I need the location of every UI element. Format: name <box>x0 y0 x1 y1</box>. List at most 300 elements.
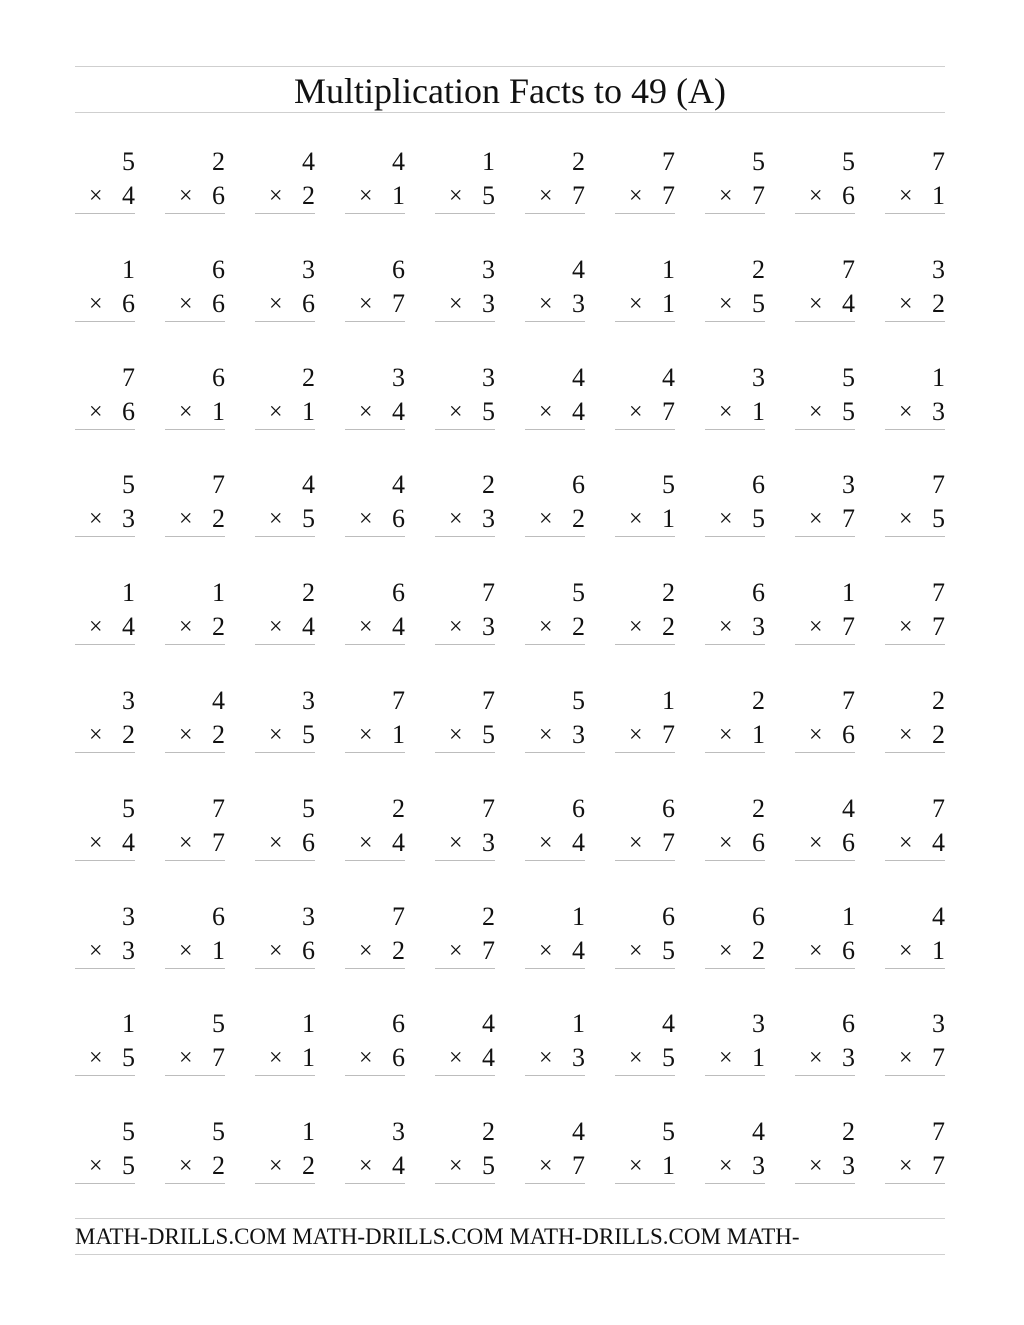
problem <box>525 576 585 656</box>
times-sign: × <box>539 721 553 748</box>
answer-line <box>705 502 765 537</box>
times-sign: × <box>719 829 733 856</box>
times-sign: × <box>449 183 463 209</box>
answer-line <box>435 1149 495 1184</box>
problem <box>525 900 585 980</box>
problem <box>615 253 675 333</box>
multiplicand: 5 <box>212 1009 225 1039</box>
multiplicand: 1 <box>302 1009 315 1039</box>
problem <box>345 684 405 764</box>
times-sign: × <box>89 1153 103 1180</box>
multiplicand: 4 <box>392 470 405 500</box>
multiplicand: 4 <box>752 1117 765 1147</box>
problem <box>165 145 225 225</box>
times-sign: × <box>899 614 913 641</box>
answer-line <box>705 179 765 214</box>
answer-line <box>75 287 135 322</box>
multiplicand: 2 <box>302 578 315 608</box>
problem <box>165 684 225 764</box>
problem <box>75 361 135 441</box>
times-sign: × <box>89 398 103 425</box>
answer-line <box>345 1149 405 1184</box>
problem <box>705 361 765 441</box>
multiplier: 5 <box>122 1151 135 1181</box>
problem <box>435 576 495 656</box>
multiplicand: 3 <box>482 362 495 392</box>
multiplicand: 7 <box>842 254 855 284</box>
multiplier: 4 <box>572 396 585 426</box>
times-sign: × <box>269 290 283 317</box>
times-sign: × <box>539 1045 553 1072</box>
problem <box>525 1007 585 1087</box>
multiplier: 7 <box>212 827 225 857</box>
problem <box>885 145 945 225</box>
times-sign: × <box>359 290 373 317</box>
times-sign: × <box>179 290 193 317</box>
multiplicand: 7 <box>932 793 945 823</box>
answer-line <box>255 934 315 969</box>
multiplier: 5 <box>302 719 315 749</box>
multiplicand: 4 <box>572 1117 585 1147</box>
answer-line <box>885 1041 945 1076</box>
multiplier: 2 <box>662 612 675 642</box>
answer-line <box>165 1149 225 1184</box>
problem <box>885 792 945 872</box>
page-title: Multiplication Facts to 49 (A) <box>294 71 726 111</box>
answer-line <box>615 1149 675 1184</box>
multiplier: 1 <box>752 1043 765 1073</box>
problem <box>705 900 765 980</box>
problem <box>435 900 495 980</box>
problem <box>75 1007 135 1087</box>
multiplicand: 5 <box>122 470 135 500</box>
answer-line <box>705 395 765 430</box>
multiplicand: 5 <box>662 470 675 500</box>
multiplicand: 6 <box>392 578 405 608</box>
times-sign: × <box>809 721 823 748</box>
times-sign: × <box>719 183 733 209</box>
answer-line <box>525 610 585 645</box>
problem <box>435 1115 495 1195</box>
answer-line <box>795 1041 855 1076</box>
multiplier: 1 <box>392 181 405 210</box>
answer-line <box>75 610 135 645</box>
multiplicand: 4 <box>662 1009 675 1039</box>
problem <box>255 792 315 872</box>
problem <box>795 253 855 333</box>
multiplier: 2 <box>932 288 945 318</box>
times-sign: × <box>719 290 733 317</box>
multiplier: 3 <box>752 1151 765 1181</box>
multiplier: 4 <box>392 827 405 857</box>
times-sign: × <box>809 1045 823 1072</box>
multiplicand: 1 <box>662 685 675 715</box>
problem <box>705 792 765 872</box>
multiplicand: 7 <box>932 1117 945 1147</box>
answer-line <box>795 1149 855 1184</box>
problem <box>705 468 765 548</box>
multiplicand: 5 <box>122 147 135 176</box>
times-sign: × <box>269 1045 283 1072</box>
times-sign: × <box>719 398 733 425</box>
answer-line <box>615 395 675 430</box>
answer-line <box>525 395 585 430</box>
answer-line <box>75 502 135 537</box>
times-sign: × <box>449 1153 463 1180</box>
problem <box>165 900 225 980</box>
multiplier: 4 <box>122 181 135 210</box>
multiplier: 1 <box>662 1151 675 1181</box>
answer-line <box>255 1041 315 1076</box>
multiplicand: 3 <box>752 362 765 392</box>
multiplier: 2 <box>572 504 585 534</box>
problem <box>615 792 675 872</box>
times-sign: × <box>179 506 193 533</box>
multiplier: 5 <box>662 935 675 965</box>
multiplicand: 7 <box>932 147 945 176</box>
answer-line <box>525 826 585 861</box>
multiplicand: 2 <box>842 1117 855 1147</box>
times-sign: × <box>359 183 373 209</box>
times-sign: × <box>809 829 823 856</box>
times-sign: × <box>179 1045 193 1072</box>
problem <box>435 792 495 872</box>
multiplier: 4 <box>392 1151 405 1181</box>
multiplier: 1 <box>752 396 765 426</box>
problem <box>345 361 405 441</box>
answer-line <box>345 718 405 753</box>
answer-line <box>165 934 225 969</box>
problem <box>885 900 945 980</box>
answer-line <box>255 826 315 861</box>
multiplicand: 7 <box>482 685 495 715</box>
times-sign: × <box>449 398 463 425</box>
times-sign: × <box>269 937 283 964</box>
multiplier: 2 <box>122 719 135 749</box>
times-sign: × <box>899 1045 913 1072</box>
multiplicand: 6 <box>392 1009 405 1039</box>
multiplier: 5 <box>302 504 315 534</box>
problem <box>885 1007 945 1087</box>
multiplicand: 7 <box>122 362 135 392</box>
multiplier: 6 <box>122 288 135 318</box>
multiplicand: 6 <box>662 901 675 931</box>
multiplier: 4 <box>392 612 405 642</box>
answer-line <box>615 718 675 753</box>
problem <box>255 1007 315 1087</box>
answer-line <box>885 718 945 753</box>
answer-line <box>615 1041 675 1076</box>
multiplicand: 1 <box>482 147 495 176</box>
problem <box>615 468 675 548</box>
multiplicand: 6 <box>212 254 225 284</box>
multiplicand: 1 <box>122 254 135 284</box>
answer-line <box>345 179 405 214</box>
multiplicand: 2 <box>752 793 765 823</box>
answer-line <box>435 934 495 969</box>
multiplier: 6 <box>302 935 315 965</box>
answer-line <box>75 395 135 430</box>
times-sign: × <box>629 614 643 641</box>
times-sign: × <box>719 1153 733 1180</box>
problem <box>345 468 405 548</box>
multiplicand: 7 <box>482 578 495 608</box>
problem <box>795 145 855 225</box>
multiplier: 2 <box>212 1151 225 1181</box>
multiplicand: 7 <box>932 470 945 500</box>
multiplier: 1 <box>752 719 765 749</box>
answer-line <box>615 610 675 645</box>
times-sign: × <box>539 290 553 317</box>
problem <box>795 1115 855 1195</box>
answer-line <box>165 718 225 753</box>
multiplicand: 1 <box>842 901 855 931</box>
problem <box>255 361 315 441</box>
problem <box>165 576 225 656</box>
multiplier: 3 <box>572 288 585 318</box>
multiplicand: 2 <box>662 578 675 608</box>
answer-line <box>165 502 225 537</box>
multiplicand: 2 <box>482 1117 495 1147</box>
problem <box>165 253 225 333</box>
problem-row <box>75 468 945 576</box>
problem-grid <box>75 145 945 1223</box>
answer-line <box>75 179 135 214</box>
problem-row <box>75 792 945 900</box>
problem <box>75 900 135 980</box>
answer-line <box>75 934 135 969</box>
problem <box>885 684 945 764</box>
answer-line <box>795 502 855 537</box>
problem-row <box>75 1115 945 1223</box>
multiplicand: 5 <box>842 147 855 176</box>
problem <box>255 145 315 225</box>
times-sign: × <box>359 614 373 641</box>
times-sign: × <box>449 614 463 641</box>
answer-line <box>885 610 945 645</box>
multiplier: 7 <box>842 504 855 534</box>
multiplicand: 1 <box>932 362 945 392</box>
multiplier: 4 <box>122 612 135 642</box>
times-sign: × <box>809 614 823 641</box>
footer-bottom-rule <box>75 1254 945 1255</box>
problem-row <box>75 253 945 361</box>
answer-line <box>345 287 405 322</box>
answer-line <box>795 179 855 214</box>
multiplicand: 2 <box>572 147 585 176</box>
multiplier: 3 <box>482 288 495 318</box>
problem <box>705 253 765 333</box>
answer-line <box>525 502 585 537</box>
multiplicand: 2 <box>482 901 495 931</box>
multiplier: 6 <box>842 935 855 965</box>
times-sign: × <box>899 290 913 317</box>
multiplier: 1 <box>212 935 225 965</box>
multiplicand: 6 <box>752 578 765 608</box>
answer-line <box>525 287 585 322</box>
problem-row <box>75 900 945 1008</box>
answer-line <box>885 502 945 537</box>
multiplier: 7 <box>482 935 495 965</box>
times-sign: × <box>539 398 553 425</box>
problem <box>75 145 135 225</box>
multiplier: 6 <box>302 288 315 318</box>
multiplier: 5 <box>482 1151 495 1181</box>
times-sign: × <box>539 614 553 641</box>
problem <box>885 576 945 656</box>
multiplicand: 3 <box>302 685 315 715</box>
problem <box>345 576 405 656</box>
times-sign: × <box>359 721 373 748</box>
problem <box>345 145 405 225</box>
multiplier: 3 <box>482 612 495 642</box>
times-sign: × <box>719 937 733 964</box>
answer-line <box>345 826 405 861</box>
answer-line <box>525 1149 585 1184</box>
multiplicand: 3 <box>122 901 135 931</box>
multiplicand: 1 <box>572 1009 585 1039</box>
answer-line <box>435 287 495 322</box>
problem <box>615 361 675 441</box>
times-sign: × <box>809 290 823 317</box>
multiplicand: 6 <box>212 362 225 392</box>
problem <box>795 576 855 656</box>
times-sign: × <box>899 506 913 533</box>
answer-line <box>705 1149 765 1184</box>
problem <box>525 253 585 333</box>
problem <box>615 900 675 980</box>
multiplier: 2 <box>572 612 585 642</box>
problem <box>165 468 225 548</box>
multiplier: 1 <box>932 935 945 965</box>
problem <box>795 468 855 548</box>
problem <box>615 1115 675 1195</box>
times-sign: × <box>89 290 103 317</box>
problem <box>75 684 135 764</box>
multiplicand: 7 <box>212 793 225 823</box>
multiplier: 1 <box>302 1043 315 1073</box>
problem <box>255 576 315 656</box>
multiplier: 5 <box>662 1043 675 1073</box>
times-sign: × <box>629 937 643 964</box>
times-sign: × <box>629 1045 643 1072</box>
answer-line <box>885 934 945 969</box>
multiplier: 4 <box>572 935 585 965</box>
answer-line <box>165 1041 225 1076</box>
times-sign: × <box>899 721 913 748</box>
multiplier: 3 <box>842 1151 855 1181</box>
problem <box>795 792 855 872</box>
multiplier: 1 <box>932 181 945 210</box>
answer-line <box>75 826 135 861</box>
multiplicand: 7 <box>482 793 495 823</box>
problem <box>525 1115 585 1195</box>
multiplier: 3 <box>122 935 135 965</box>
times-sign: × <box>179 183 193 209</box>
problem <box>435 361 495 441</box>
multiplier: 1 <box>302 396 315 426</box>
multiplier: 4 <box>302 612 315 642</box>
answer-line <box>435 826 495 861</box>
multiplicand: 5 <box>572 578 585 608</box>
multiplier: 3 <box>482 504 495 534</box>
problem <box>255 1115 315 1195</box>
multiplicand: 4 <box>662 362 675 392</box>
problem <box>435 684 495 764</box>
multiplicand: 5 <box>122 793 135 823</box>
answer-line <box>435 395 495 430</box>
multiplicand: 1 <box>122 1009 135 1039</box>
multiplicand: 4 <box>392 147 405 176</box>
multiplier: 2 <box>212 504 225 534</box>
multiplicand: 4 <box>302 147 315 176</box>
times-sign: × <box>89 721 103 748</box>
multiplier: 4 <box>572 827 585 857</box>
multiplicand: 5 <box>212 1117 225 1147</box>
multiplier: 7 <box>752 181 765 210</box>
problem <box>525 145 585 225</box>
multiplicand: 4 <box>302 470 315 500</box>
times-sign: × <box>269 829 283 856</box>
multiplier: 4 <box>122 827 135 857</box>
answer-line <box>75 1041 135 1076</box>
problem <box>75 468 135 548</box>
multiplier: 3 <box>572 1043 585 1073</box>
problem <box>795 1007 855 1087</box>
problem <box>75 1115 135 1195</box>
times-sign: × <box>629 1153 643 1180</box>
answer-line <box>705 287 765 322</box>
problem-row <box>75 145 945 253</box>
answer-line <box>75 1149 135 1184</box>
answer-line <box>165 395 225 430</box>
problem <box>345 1115 405 1195</box>
times-sign: × <box>359 829 373 856</box>
answer-line <box>525 1041 585 1076</box>
multiplier: 5 <box>482 719 495 749</box>
multiplicand: 5 <box>752 147 765 176</box>
multiplier: 7 <box>572 181 585 210</box>
times-sign: × <box>89 506 103 533</box>
answer-line <box>435 1041 495 1076</box>
multiplier: 6 <box>302 827 315 857</box>
times-sign: × <box>809 398 823 425</box>
multiplicand: 4 <box>842 793 855 823</box>
answer-line <box>885 287 945 322</box>
times-sign: × <box>719 506 733 533</box>
multiplicand: 3 <box>932 1009 945 1039</box>
times-sign: × <box>179 937 193 964</box>
answer-line <box>345 610 405 645</box>
answer-line <box>795 287 855 322</box>
times-sign: × <box>269 506 283 533</box>
answer-line <box>255 395 315 430</box>
answer-line <box>795 395 855 430</box>
times-sign: × <box>539 1153 553 1180</box>
problem <box>435 253 495 333</box>
multiplier: 5 <box>122 1043 135 1073</box>
problem <box>255 253 315 333</box>
times-sign: × <box>629 183 643 209</box>
times-sign: × <box>809 1153 823 1180</box>
times-sign: × <box>359 506 373 533</box>
answer-line <box>615 934 675 969</box>
times-sign: × <box>629 721 643 748</box>
multiplier: 7 <box>842 612 855 642</box>
footer-watermark: MATH-DRILLS.COM MATH-DRILLS.COM MATH-DRILLS.COM MATH- <box>75 1224 800 1249</box>
multiplicand: 5 <box>842 362 855 392</box>
multiplier: 1 <box>392 719 405 749</box>
